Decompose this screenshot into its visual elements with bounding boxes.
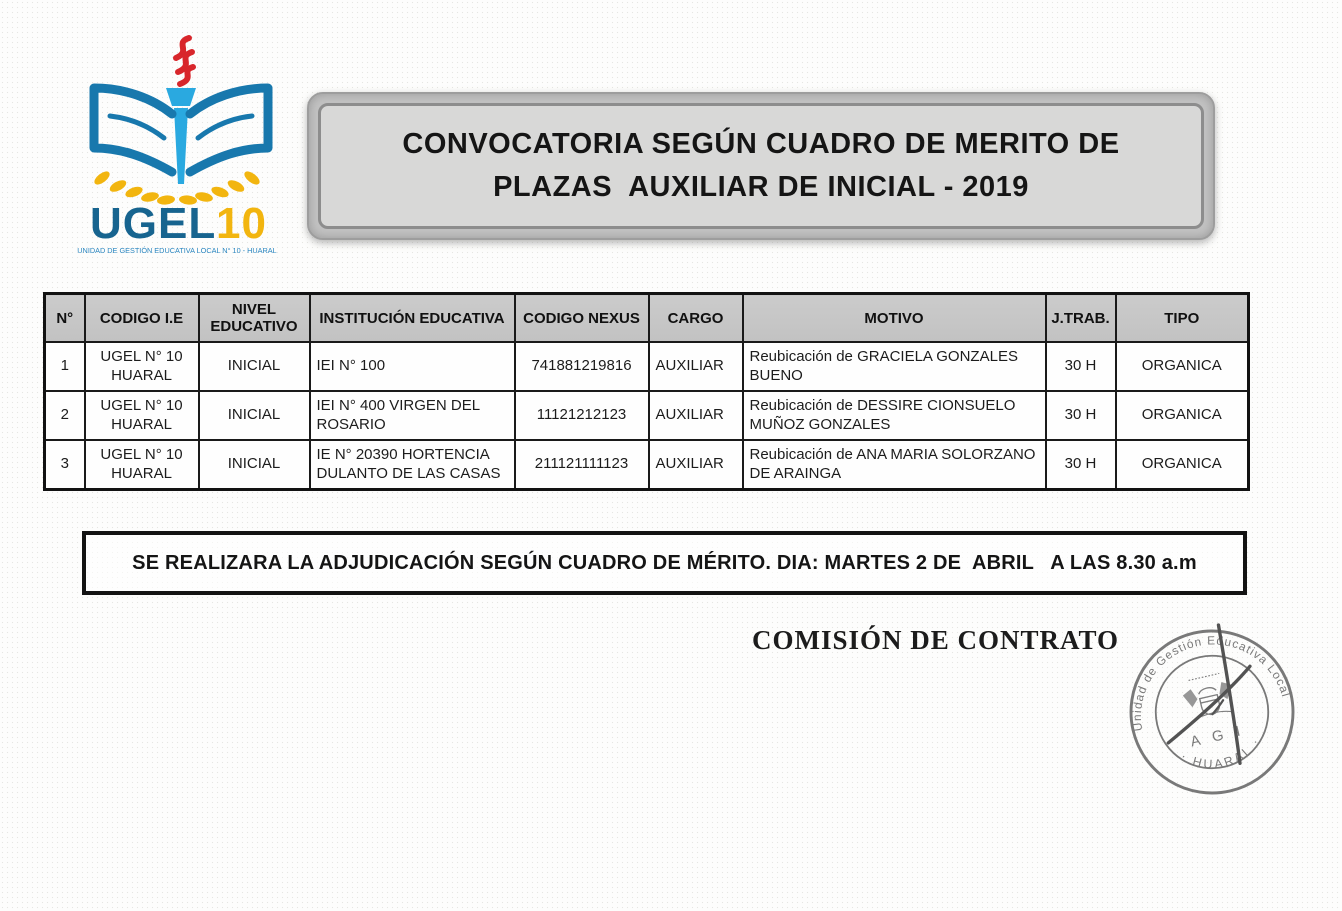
- table-cell: UGEL N° 10 HUARAL: [85, 391, 199, 440]
- table-cell: IEI N° 400 VIRGEN DEL ROSARIO: [310, 391, 515, 440]
- col-header-jtrab: J.TRAB.: [1046, 294, 1116, 343]
- table-cell: 30 H: [1046, 342, 1116, 391]
- col-header-cargo: CARGO: [649, 294, 743, 343]
- table-cell: 1: [45, 342, 85, 391]
- stamp-arc-top-text: Unidad de Gestión Educativa Local: [1129, 633, 1294, 733]
- stamp-center-text: A G I: [1189, 722, 1247, 751]
- table-cell: IE N° 20390 HORTENCIA DULANTO DE LAS CASAS: [310, 440, 515, 490]
- ugel-round-stamp: [1104, 604, 1320, 820]
- title-box: [307, 92, 1215, 240]
- table-cell: 11121212123: [515, 391, 649, 440]
- document-title-line2: PLAZAS AUXILIAR DE INICIAL - 2019: [493, 171, 1029, 203]
- title-box-inner: [318, 103, 1204, 229]
- col-header-numero: N°: [45, 294, 85, 343]
- table-cell: 741881219816: [515, 342, 649, 391]
- col-header-tipo: TIPO: [1116, 294, 1249, 343]
- table-cell: Reubicación de ANA MARIA SOLORZANO DE ARAINGA: [743, 440, 1046, 490]
- torch-flame-icon: [176, 38, 193, 84]
- document-title-line1: CONVOCATORIA SEGÚN CUADRO DE MERITO DE: [402, 128, 1120, 160]
- table-cell: 211121111123: [515, 440, 649, 490]
- table-cell: Reubicación de GRACIELA GONZALES BUENO: [743, 342, 1046, 391]
- table-cell: INICIAL: [199, 391, 310, 440]
- table-cell: INICIAL: [199, 342, 310, 391]
- table-cell: AUXILIAR: [649, 342, 743, 391]
- table-row: [45, 391, 1249, 440]
- table-cell: UGEL N° 10 HUARAL: [85, 440, 199, 490]
- table-cell: ORGANICA: [1116, 342, 1249, 391]
- table-cell: 30 H: [1046, 440, 1116, 490]
- col-header-codigo-ie: CODIGO I.E: [85, 294, 199, 343]
- ugel10-logo: [68, 26, 286, 258]
- adjudication-notice-text: SE REALIZARA LA ADJUDICACIÓN SEGÚN CUADRO DE MÉRITO. DIA: MARTES 2 DE ABRIL A LAS 8.30 a.m: [132, 551, 1197, 574]
- logo-acronym: UGEL: [90, 199, 217, 248]
- col-header-nivel-educativo: NIVEL EDUCATIVO: [199, 294, 310, 343]
- table-cell: IEI N° 100: [310, 342, 515, 391]
- table-header-row: [45, 294, 1249, 343]
- col-header-institucion-educativa: INSTITUCIÓN EDUCATIVA: [310, 294, 515, 343]
- logo-number: 10: [216, 199, 267, 248]
- stamp-arc-bottom-text: · HUARAL ·: [1178, 733, 1264, 772]
- col-header-motivo: MOTIVO: [743, 294, 1046, 343]
- table-row: [45, 440, 1249, 490]
- table-cell: 3: [45, 440, 85, 490]
- table-cell: UGEL N° 10 HUARAL: [85, 342, 199, 391]
- table-cell: ORGANICA: [1116, 391, 1249, 440]
- table-cell: AUXILIAR: [649, 440, 743, 490]
- table-cell: AUXILIAR: [649, 391, 743, 440]
- table-cell: INICIAL: [199, 440, 310, 490]
- merit-table: [43, 292, 1250, 491]
- table-cell: 2: [45, 391, 85, 440]
- logo-tagline: UNIDAD DE GESTIÓN EDUCATIVA LOCAL N° 10 - HUARAL: [77, 246, 277, 255]
- table-row: [45, 342, 1249, 391]
- adjudication-notice-box: [82, 531, 1247, 595]
- table-cell: ORGANICA: [1116, 440, 1249, 490]
- commission-title: COMISIÓN DE CONTRATO: [752, 625, 1120, 655]
- table-cell: 30 H: [1046, 391, 1116, 440]
- col-header-codigo-nexus: CODIGO NEXUS: [515, 294, 649, 343]
- table-cell: Reubicación de DESSIRE CIONSUELO MUÑOZ GONZALES: [743, 391, 1046, 440]
